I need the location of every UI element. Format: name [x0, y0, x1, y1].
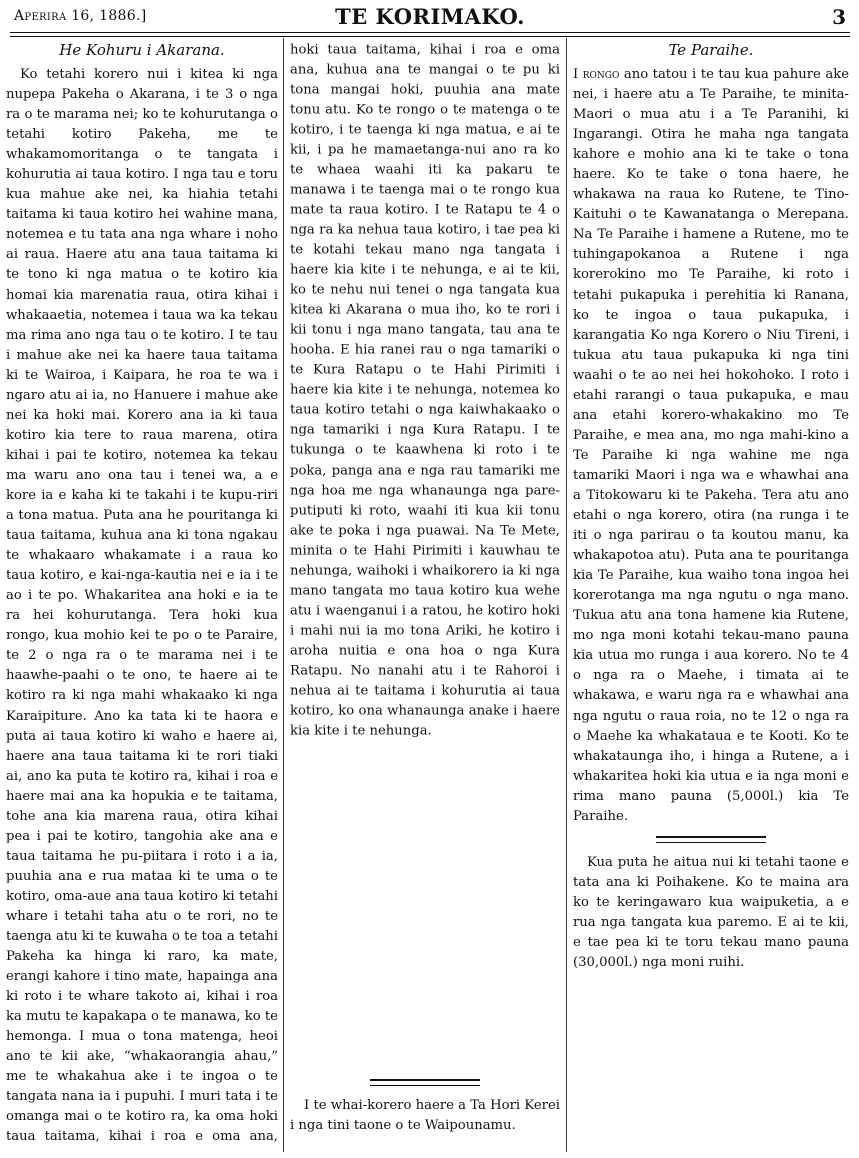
article-body: Kua puta he aitua nui ki tetahi taone e tata ana ki Poihakene. Ko te maina ara ko te keringawaro kua waipuketia, a e rua nga tangata kua paremo. E ai te kii, e tae pea ki te toru tekau mano pauna (30,000l.) nga moni ruihi.: [573, 854, 849, 971]
page-number: 3: [832, 5, 846, 29]
article-text: ano tatou i te tau kua pahure ake nei, i haere atu a Te Paraihe, te minita-Maori o mua atu i a Te Paranihi, ki Ingarangi. Otira he maha nga tangata kahore e mohio ana ki te take o tona haere. Ko te take o tona haere, he whakawa na raua ko Rutene, te Tino-Kaituhi o te Kawanatanga o Merepana. Na Te Paraihe i hamene a Rutene, mo te tuhingapokanoa a Rutene i nga korerokino mo Te Paraihe, ki roto i tetahi pukapuka i perehitia ki Ranana, ko te ingoa o taua pukapuka, i karangatia Ko nga Korero o Niu Tireni, i tukua atu taua pukapuka ki nga tini waahi o te ao nei hei hokohoko. I roto i etahi rarangi o taua pukapuka, e mau ana etahi korero-whakakino mo Te Paraihe, e mea ana, mo nga mahi-kino a Te Paraihe ki nga wahine me nga tamariki Maori i nga wa e whawhai ana a Titokowaru ki te Pakeha. Tera atu ano etahi o nga korero, otira (na runga i te iti o nga parirau o ta koutou manu, ka whakapotoa atu). Puta ana te pouritanga kia Te Paraihe, kua waiho tona ingoa hei korerotanga ma nga ngutu o nga mano. Tukua atu ana tona hamene kia Rutene, mo nga moni kotahi tekau-mano pauna kia utua mo runga i aua korero. No te 4 o nga ra o Maehe, i timata ai te whakawa, e waru nga ra e whawhai ana nga ngutu o raua roia, no te 12 o nga ra o Maehe ka whakataua e te Kooti. Ko te whakataunga iho, i hinga a Rutene, a i whakaritea hoki kia utua e ia nga moni e rima mano pauna (5,000l.) kia Te Paraihe.: [573, 67, 849, 824]
article-heading: Te Paraihe.: [668, 41, 754, 59]
article-waipounamu: [290, 1070, 560, 1136]
masthead-rule: [10, 32, 850, 37]
article-kohuru-continued: [290, 40, 560, 741]
issue-date: Aperira 16, 1886.]: [14, 8, 147, 24]
column-1: [6, 40, 278, 1148]
column-2: [290, 40, 560, 1063]
article-body: [573, 65, 849, 827]
section-separator: [656, 836, 766, 843]
article-body: I te whai-korero haere a Ta Hori Kerei i nga tini taone o te Waipounamu.: [290, 1098, 560, 1134]
newspaper-title: TE KORIMAKO.: [335, 4, 525, 29]
article-kohuru: [6, 41, 278, 1148]
masthead: [14, 4, 846, 32]
article-heading: He Kohuru i Akarana.: [59, 41, 225, 59]
column-3: [573, 40, 849, 1152]
section-separator: [370, 1079, 480, 1086]
article-body: Ko tetahi korero nui i kitea ki nga nupepa Pakeha o Akarana, i te 3 o nga ra o te marama nei; ko te kohurutanga o tetahi kotiro Pakeha, me te whakamomoritanga o te tangata i kohurutia ai taua kotiro. I nga tau e toru kua mahue ake nei, ka hiahia tetahi taitama ki taua kotiro hei wahine mana, notemea e tu tata ana nga whare i noho ai raua. Haere atu ana taua taitama ki te tono ki nga matua o te kotiro kia homai kia marenatia raua, otira kihai i whakaaetia, notemea i taua wa ka tekau ma rima ano nga tau o te kotiro. I te tau i mahue ake nei ka haere taua taitama ki te Wairoa, i Kaipara, he roa te wa i ngaro atu ai ia, no Hanuere i mahue ake nei ka hoki mai. Korero ana ia ki taua kotiro kia tere to raua marena, otira kihai i pai te kotiro, notemea ka tekau ma waru ano ona tau i tenei wa, a e kore ia e kaha ki te takahi i te kupu-riri a tona matua. Puta ana he pouritanga ki taua taitama, kuhua ana ki tona ngakau te whakaaro whakamate i a raua ko taua kotiro, e kai-nga-kautia nei e ia i te ao i te po. Whakaritea ana hoki e ia te ra hei kohurutanga. Tera hoki kua rongo, kua mohio kei te po o te Paraire, te 2 o nga ra o te marama nei i te haawhe-paahi o te ono, te haere ai te kotiro ra ki nga mahi whakaako ki nga Karaipiture. Ano ka tata ki te haora e puta ai taua kotiro ki waho e haere ai, haere ana taua taitama ki te rori tiaki ai, ano ka puta te kotiro ra, kihai i roa e haere mai ana ka hopukia e te taitama, tohe ana kia marena raua, otira kihai pea i pai te kotiro, tangohia ake ana e taua taitama he pu-piitara i roto i a ia, puuhia ana e rua mataa ki te uma o te kotiro, oma-aue ana taua kotiro ki tetahi whare i tetahi taha atu o te rori, no te taenga atu ki te kuwaha o te toa a tetahi Pakeha ka hinga ki raro, ka mate, erangi kahore i tino mate, hapainga ana ki roto i te whare takoto ai, kihai i roa ka mutu te kapakapa o te manawa, ko te hemonga. I mua o tona matenga, heoi ano te kii ake, “whakaorangia ahau,” me te whakahua ake i te ingoa o te tangata nana ia i pupuhi. I muri tata i te omanga mai o te kotiro ra, ka oma hoki taua taitama, kihai i roa e oma ana,: [6, 67, 278, 1145]
article-body: hoki taua taitama, kihai i roa e oma ana, kuhua ana te mangai o te pu ki tona mangai hoki, puuhia ana mate tonu atu. Ko te rongo o te matenga o te kotiro, i te taenga ki nga matua, e ai te kii, i pa he mamaetanga-nui ano ra ko te whaea waahi iti ka pakaru te manawa i te taenga mai o te rongo kua mate ta raua kotiro. I te Ratapu te 4 o nga ra ka nehua taua kotiro, i tae pea ki te kotahi tekau mano nga tangata i haere kia kite i te nehunga, e ai te kii, ko te nehu nui tenei o nga tangata kua kitea ki Akarana o mua iho, ko te rori i kii tonu i nga mano tangata, tau ana te hooha. E hia ranei rau o nga tamariki o te Kura Ratapu o te Hahi Pirimiti i haere kia kite i te nehunga, notemea ko taua kotiro tetahi o nga kaiwhakaako o nga tamariki i nga Kura Ratapu. I te tukunga o te kaawhena ki roto i te poka, panga ana e nga rau tamariki me nga hoa me nga whanaunga nga pare-putiputi ki roto, waahi iti kua kii tonu ake te poka i nga puawai. Na Te Mete, minita o te Hahi Pirimiti i kauwhau te nehunga, waihoki i whaikorero ia ki nga mano tangata mo taua kotiro kua wehe atu i waenganui i a ratou, he kotiro hoki i mahi nui ia mo tona Ariki, he kotiro i aroha nuitia e ona hoa o nga Kura Ratapu. No nanahi atu i te Rahoroi i nehua ai te taitama i kohurutia ai taua kotiro, ko ona whanaunga anake i haere kia kite i te nehunga.: [290, 41, 560, 739]
column-divider: [566, 38, 567, 1152]
column-divider: [283, 38, 284, 1152]
drop-lead: I rongo: [573, 67, 620, 82]
